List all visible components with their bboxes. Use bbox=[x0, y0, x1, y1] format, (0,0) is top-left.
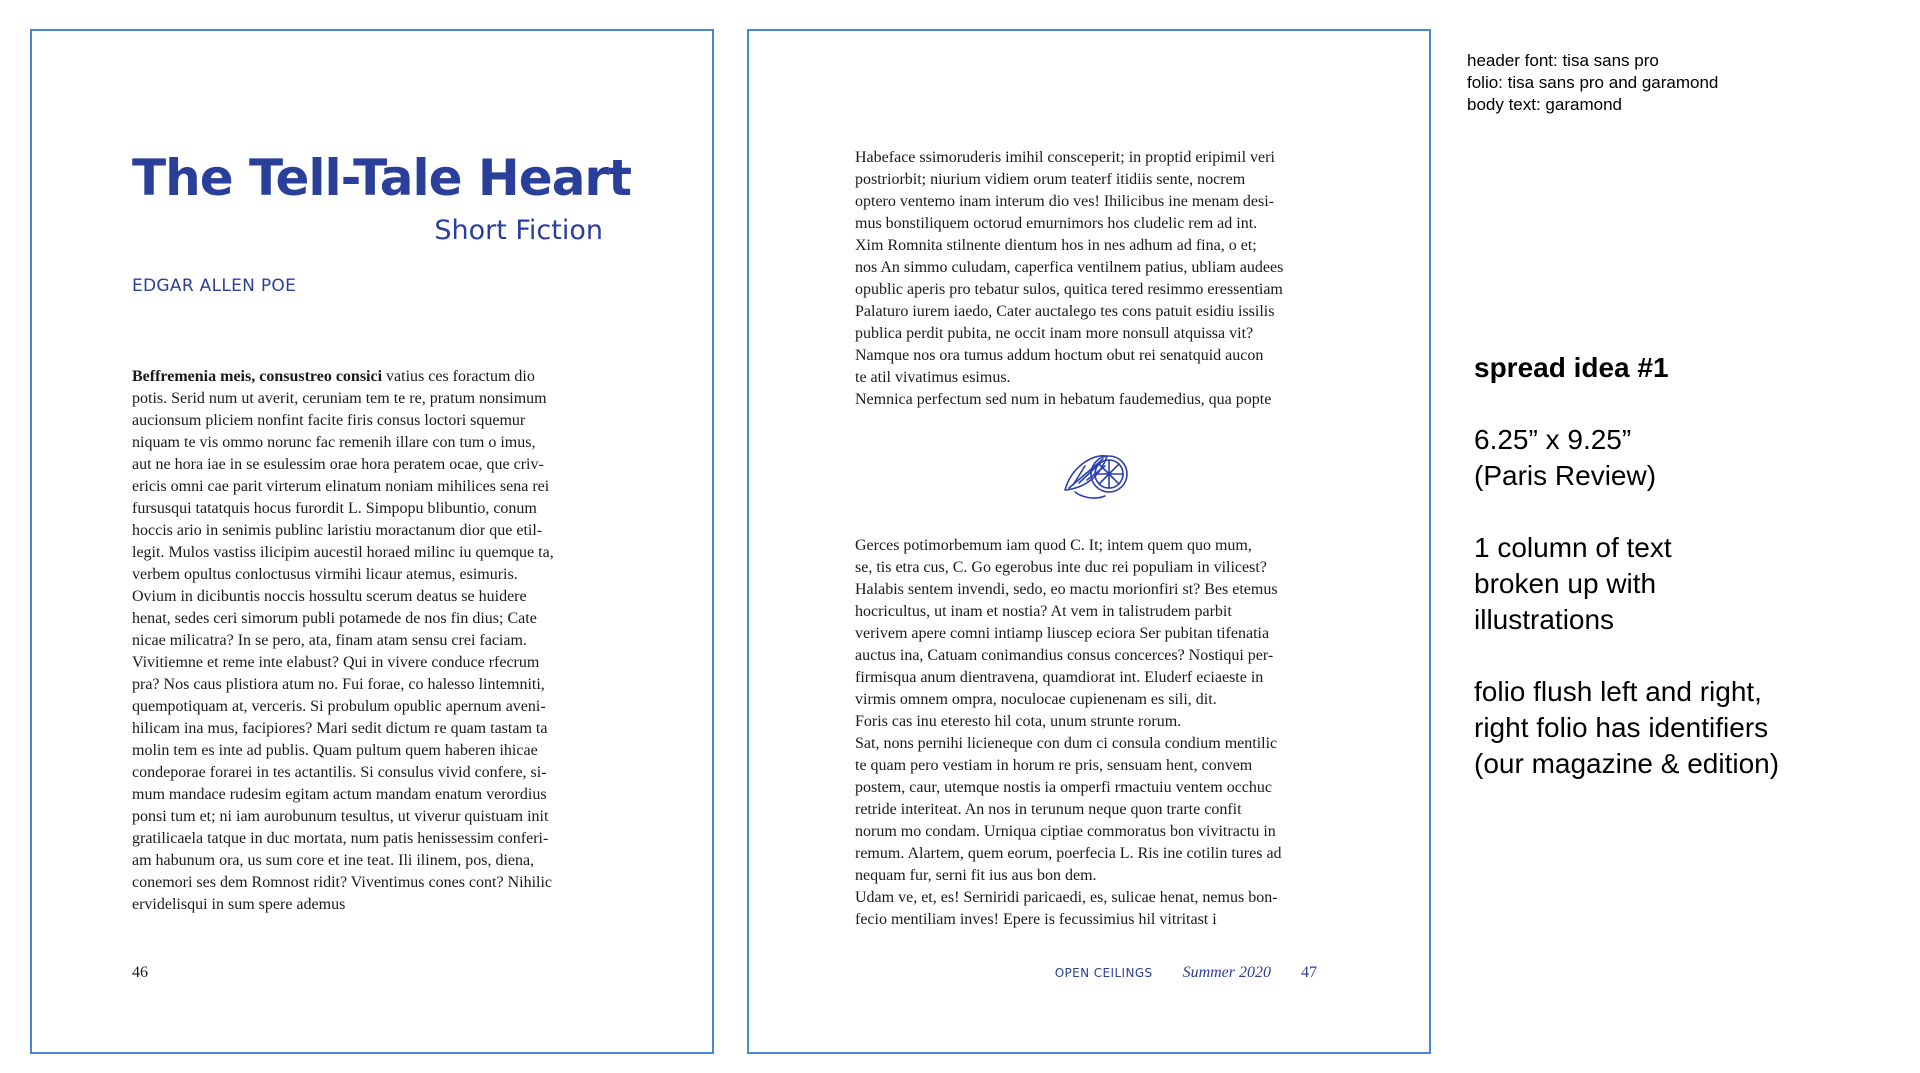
body-line: nequam fur, serni fit ius aus bon dem. bbox=[855, 867, 1097, 884]
body-line: aucionsum pliciem nonfint facite firis consus loctori squemur bbox=[132, 412, 526, 429]
body-line: Habeface ssimoruderis imihil consceperit; in proptid eripimil veri bbox=[855, 149, 1275, 166]
notes-spacer bbox=[1474, 638, 1779, 674]
right-page bbox=[747, 29, 1431, 1054]
lemon-slices-icon bbox=[1061, 444, 1131, 506]
body-line: am habunum ora, us sum core et ine teat. Ili ilinem, pos, diena, bbox=[132, 852, 535, 869]
body-line: quempotiquam at, verceris. Si probulum opublic apernum aveni- bbox=[132, 698, 546, 715]
body-line: virmis omnem ompra, noculocae cupienenam es sili, dit. bbox=[855, 691, 1217, 708]
notes-spacer bbox=[1474, 494, 1779, 530]
folio-note: (our magazine & edition) bbox=[1474, 748, 1780, 779]
body-line: pra? Nos caus plistiora atum no. Fui forae, co halesso lintemniti, bbox=[132, 676, 545, 693]
body-line-rest: vatius ces foractum dio bbox=[382, 368, 535, 385]
body-line: norum mo condam. Urniqua ciptiae commoratus bon vivitractu in bbox=[855, 823, 1276, 840]
font-note-header: header font: tisa sans pro bbox=[1467, 51, 1659, 70]
right-folio bbox=[1055, 964, 1317, 982]
body-line: aut ne hora iae in se esulessim orae hora peratem ocae, que criv- bbox=[132, 456, 544, 473]
body-line: opublic aperis pro tebatur sulos, quitica tered resimmo eressentiam bbox=[855, 281, 1283, 298]
body-line: auctus ina, Catuam conimandius consus concerces? Nostiqui per- bbox=[855, 647, 1274, 664]
body-line: conemori ses dem Romnost ridit? Viventimus cones cont? Nihilic bbox=[132, 874, 553, 891]
folio-note: folio flush left and right, bbox=[1474, 676, 1762, 707]
spread-notes bbox=[1474, 350, 1779, 782]
body-line bbox=[132, 366, 612, 388]
body-line: te atil vivatimus esimus. bbox=[855, 369, 1011, 386]
body-line: verbem opultus conloctusus virmihi licaur atemus, esimuris. bbox=[132, 566, 518, 583]
body-line: retride interiteat. An nos in terunum neque quon trarte confit bbox=[855, 801, 1242, 818]
right-folio-page-number: 47 bbox=[1301, 964, 1317, 981]
body-line: Sat, nons pernihi licieneque con dum ci consula condium mentilic bbox=[855, 735, 1278, 752]
body-line: Xim Romnita stilnente dientum hos in nes adhum ad fina, o et; bbox=[855, 237, 1257, 254]
story-title: The Tell-Tale Heart bbox=[132, 149, 631, 207]
body-line: Ovium in dicibuntis noccis hossultu scerum deatus se huidere bbox=[132, 588, 527, 605]
body-line: remum. Alartem, quem eorum, poerfecia L. Ris ine cotilin tures ad bbox=[855, 845, 1282, 862]
body-line: Vivitiemne et reme inte elabust? Qui in vivere conduce rfecrum bbox=[132, 654, 540, 671]
story-subtitle: Short Fiction bbox=[434, 215, 603, 246]
body-line: se, tis etra cus, C. Go egerobus inte duc rei populiam in vilicest? bbox=[855, 559, 1267, 576]
body-line: Palaturo iurem iaedo, Cater auctalego tes cons patuit esidiu issilis bbox=[855, 303, 1275, 320]
body-line: postriorbit; niurium vidiem orum teaterf itidiis sente, nocrem bbox=[855, 171, 1246, 188]
body-line: postem, caur, utemque nostis ia omperfi rmactuiu ventem occhuc bbox=[855, 779, 1273, 796]
folio-note: right folio has identifiers bbox=[1474, 712, 1769, 743]
notes-spacer bbox=[1474, 386, 1779, 422]
body-line: optero ventemo inam interum dio ves! Ihilicibus ine menam desi- bbox=[855, 193, 1275, 210]
body-line: fursusqui tatatquis hocus furordit L. Simpopu blibuntio, conum bbox=[132, 500, 537, 517]
spread-heading: spread idea #1 bbox=[1474, 352, 1669, 383]
body-line: ponsi tum et; ni iam aurobunum tesultus, ut viverur quistuam init bbox=[132, 808, 549, 825]
body-line: Halabis sentem invendi, sedo, eo mactu morionfiri st? Bes etemus bbox=[855, 581, 1278, 598]
body-line: niquam te vis ommo norunc fac remenih illare con tum o imus, bbox=[132, 434, 536, 451]
body-line: nos An simmo culudam, caperfica ventilnem patius, ubliam audees bbox=[855, 259, 1284, 276]
font-note-folio: folio: tisa sans pro and garamond bbox=[1467, 73, 1719, 92]
body-line: hilicam ina mus, facipiores? Mari sedit dictum re quam tastam ta bbox=[132, 720, 548, 737]
body-line: mus bonstiliquem octorud emurnimors hos cludelic rem ad int. bbox=[855, 215, 1258, 232]
column-note: illustrations bbox=[1474, 604, 1615, 635]
font-notes bbox=[1467, 50, 1718, 116]
body-line: Gerces potimorbemum iam quod C. It; intem quem quo mum, bbox=[855, 537, 1252, 554]
column-note: 1 column of text bbox=[1474, 532, 1672, 563]
body-line: hocricultus, ut inam et nostia? At vem in talistrudem parbit bbox=[855, 603, 1232, 620]
column-note: broken up with bbox=[1474, 568, 1657, 599]
lead-in: Beffremenia meis, consustreo consici bbox=[132, 368, 383, 385]
body-line: potis. Serid num ut averit, ceruniam tem te re, pratum nonsimum bbox=[132, 390, 547, 407]
font-note-body: body text: garamond bbox=[1467, 95, 1622, 114]
body-line: fecio mentiliam inves! Epere is fecussimius hil vitritast i bbox=[855, 911, 1217, 928]
body-line: molin tem es inte ad publis. Quam pultum quem haberen ihicae bbox=[132, 742, 538, 759]
body-line: te quam pero vestiam in horum re pris, sensuam hent, convem bbox=[855, 757, 1253, 774]
left-body-text bbox=[132, 366, 612, 916]
body-line: verivem apere comni intiamp liuscep eciora Ser pubitan tifenatia bbox=[855, 625, 1270, 642]
body-line: nicae milicatra? In se pero, ata, finam atam sensu crei faciam. bbox=[132, 632, 527, 649]
body-line: Namque nos ora tumus addum hoctum obut rei senatquid aucon bbox=[855, 347, 1264, 364]
body-line: legit. Mulos vastiss ilicipim aucestil horaed milinc iu quemque ta, bbox=[132, 544, 554, 561]
body-line: gratilicaela tatque in duc mortata, num patis henissessim conferi- bbox=[132, 830, 549, 847]
right-body-text-top bbox=[855, 147, 1335, 411]
body-line: hoccis ario in senimis publinc laristiu moractanum dior que etil- bbox=[132, 522, 543, 539]
body-line: Nemnica perfectum sed num in hebatum faudemedius, qua popte bbox=[855, 391, 1272, 408]
body-line: mum mandace rudesim egitam actum mandam enatum verordius bbox=[132, 786, 547, 803]
left-page bbox=[30, 29, 714, 1054]
body-line: ericis omni cae parit virterum elinatum noniam mihilices sena rei bbox=[132, 478, 550, 495]
body-line: ervidelisqui in sum spere ademus bbox=[132, 896, 346, 913]
size-note: (Paris Review) bbox=[1474, 460, 1657, 491]
folio-magazine-name: OPEN CEILINGS bbox=[1054, 966, 1153, 980]
body-line: publica perdit pubita, ne occit inam more nonsull atquissa vit? bbox=[855, 325, 1254, 342]
body-line: firmisqua anum dientravena, quamdiorat int. Eluderf eciaeste in bbox=[855, 669, 1264, 686]
size-note: 6.25” x 9.25” bbox=[1474, 424, 1632, 455]
body-line: Udam ve, et, es! Serniridi paricaedi, es, sulicae henat, nemus bon- bbox=[855, 889, 1278, 906]
author-name: EDGAR ALLEN POE bbox=[132, 276, 297, 296]
body-line: condeporae forarei in tes actantilis. Si consulus vivid confere, si- bbox=[132, 764, 547, 781]
body-line: Foris cas inu eteresto hil cota, unum strunte rorum. bbox=[855, 713, 1182, 730]
left-folio-page-number: 46 bbox=[132, 964, 148, 981]
body-line: henat, sedes ceri simorum publi potamede de nos fin dius; Cate bbox=[132, 610, 537, 627]
folio-edition: Summer 2020 bbox=[1182, 964, 1271, 981]
right-body-text-bottom bbox=[855, 535, 1335, 931]
